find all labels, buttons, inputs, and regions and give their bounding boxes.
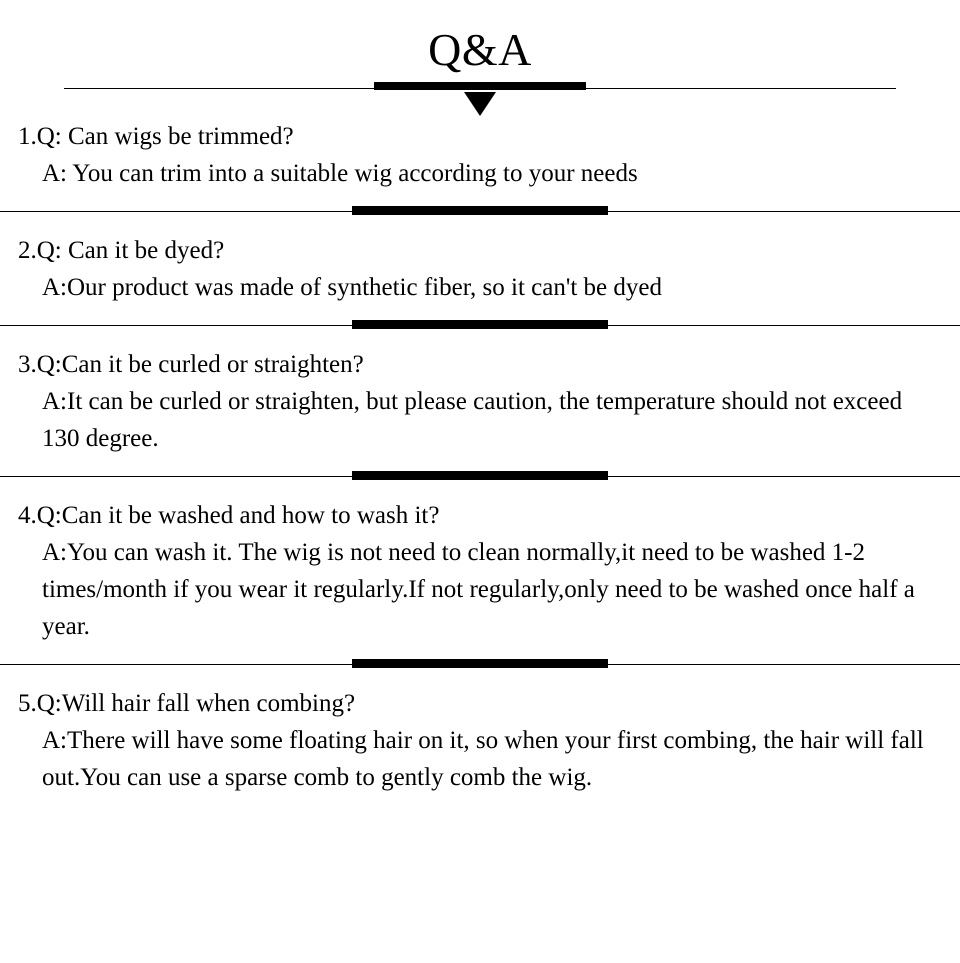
qa-item-1: [0, 118, 960, 192]
qa-list: [0, 118, 960, 796]
qa-answer: A: You can trim into a suitable wig according to your needs: [42, 160, 638, 187]
section-separator: [0, 645, 960, 685]
separator-thick-bar: [352, 471, 608, 480]
qa-answer: A:There will have some floating hair on it, so when your first combing, the hair will fall out.You can use a sparse comb to gently comb the wig.: [42, 727, 924, 791]
separator-thick-bar: [352, 320, 608, 329]
qa-question: 1.Q: Can wigs be trimmed?: [18, 123, 294, 150]
section-separator: [0, 192, 960, 232]
page-title: Q&A: [428, 24, 532, 75]
header-thick-bar: [374, 82, 586, 90]
qa-question: 3.Q:Can it be curled or straighten?: [18, 351, 364, 378]
qa-item-3: [0, 346, 960, 457]
qa-answer: A:Our product was made of synthetic fiber, so it can't be dyed: [42, 274, 662, 301]
qa-item-2: [0, 232, 960, 306]
triangle-down-icon: [464, 92, 496, 116]
qa-answer: A:It can be curled or straighten, but please caution, the temperature should not exceed 130 degree.: [42, 388, 903, 452]
qa-answer: A:You can wash it. The wig is not need to clean normally,it need to be washed 1-2 times/month if you wear it regularly.If not regularly,only need to be washed once half a year.: [42, 539, 915, 640]
section-separator: [0, 457, 960, 497]
qa-question: 2.Q: Can it be dyed?: [18, 237, 225, 264]
separator-thick-bar: [352, 206, 608, 215]
section-separator: [0, 306, 960, 346]
qa-item-4: [0, 497, 960, 645]
page-header: [0, 0, 960, 118]
separator-thick-bar: [352, 659, 608, 668]
qa-question: 4.Q:Can it be washed and how to wash it?: [18, 502, 440, 529]
qa-item-5: [0, 685, 960, 796]
qa-question: 5.Q:Will hair fall when combing?: [18, 690, 356, 717]
